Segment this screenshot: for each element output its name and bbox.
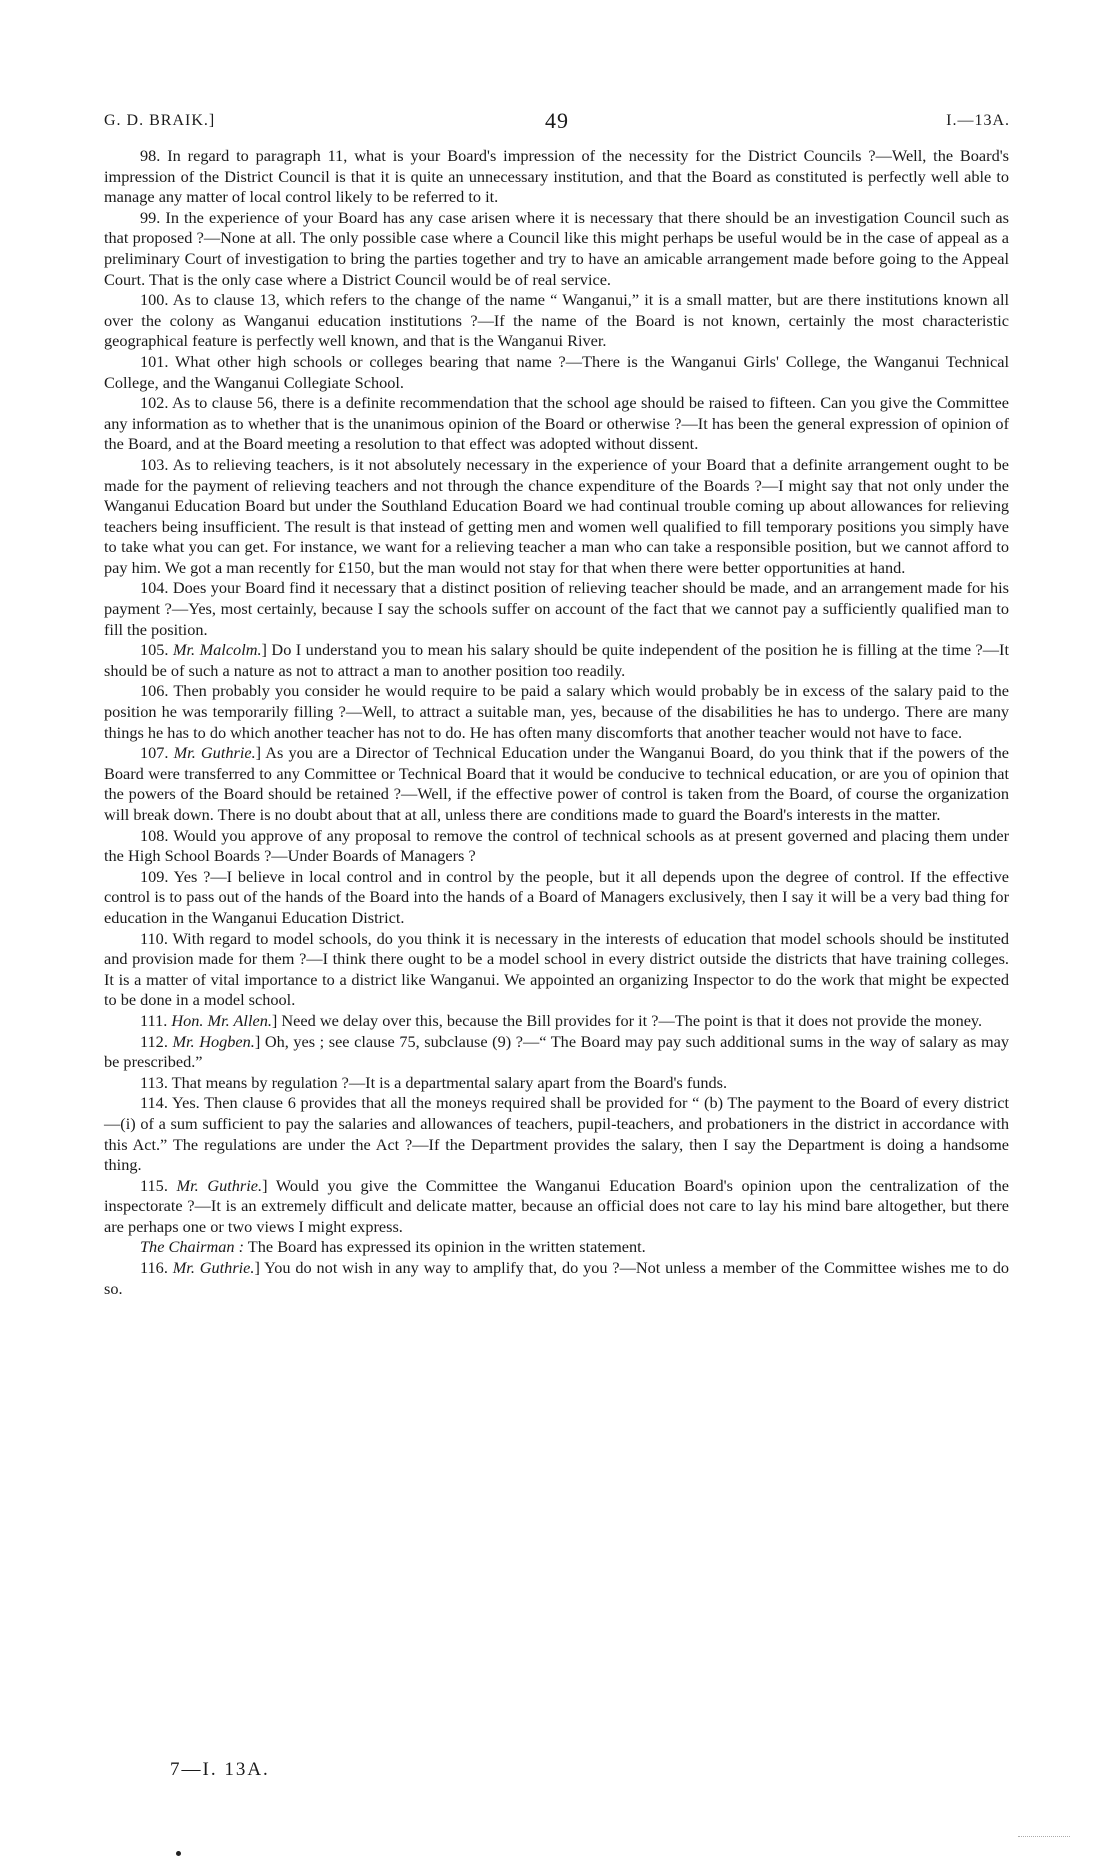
speaker-name: Mr. Malcolm. [172, 640, 262, 660]
speaker-name: Mr. Hogben. [172, 1031, 255, 1051]
paragraph-115: 115. Mr. Guthrie.] Would you give the Committee the Wanganui Education Board's opinion upon the centralization of the inspectorate ?—It is an extremely difficult and delicate matter, because an official does not care to lay his mind bare altogether, but there are perhaps one or two views I might express. [104, 1175, 1009, 1236]
paragraph-108: 108. Would you approve of any proposal to remove the control of technical schools as at present governed and placing them under the High School Boards ?—Under Boards of Managers ? [104, 825, 1009, 866]
minutes-body [104, 146, 1009, 1299]
paragraph-109: 109. Yes ?—I believe in local control and in control by the people, but it all depends upon the degree of control. If the effective control is to pass out of the hands of the Board into the hands of a Board of Managers exclusively, then I say it will be a very bad thing for education in the Wanganui Education District. [104, 866, 1009, 927]
paragraph-116: 116. Mr. Guthrie.] You do not wish in any way to amplify that, do you ?—Not unless a member of the Committee wishes me to do so. [104, 1258, 1010, 1298]
paragraph-105: 105. Mr. Malcolm.] Do I understand you to mean his salary should be quite independent of the position he is filling at the time ?—It should be of such a nature as not to attract a man to another position too readily. [104, 640, 1010, 680]
speaker-name: Hon. Mr. Allen. [171, 1010, 272, 1030]
paragraph-99: 99. In the experience of your Board has any case arisen where it is necessary that there should be an investigation Council such as that proposed ?—None at all. The only possible case where a Council like this might perhaps be useful would be in the case of appeal as a preliminary Court of investigation to bring the parties together and try to have an amicable arrangement made before going to the Appeal Court. That is the only case where a District Council would be of real service. [104, 207, 1009, 289]
paragraph-113: 113. That means by regulation ?—It is a departmental salary apart from the Board's funds. [140, 1072, 728, 1092]
paragraph-102: 102. As to clause 56, there is a definite recommendation that the school age should be raised to fifteen. Can you give the Committee any information as to whether that is the unanimous opinion of the Board or otherwise ?—It has been the general expression of opinion of the Board, and at the Board meeting a resolution to that effect was adopted without dissent. [104, 393, 1009, 454]
paragraph-110: 110. With regard to model schools, do you think it is necessary in the interests of education that model schools should be instituted and provision made for them ?—I think there ought to be a model school in every district outside the districts that have training colleges. It is a matter of vital importance to a district like Wanganui. We appointed an organizing Inspector to do the work that might be expected to be done in a model school. [104, 928, 1009, 1010]
scan-mark [1018, 1836, 1070, 1839]
paragraph-103: 103. As to relieving teachers, is it not absolutely necessary in the experience of your Board that a definite arrangement ought to be made for the payment of relieving teachers and not through the chance expenditure of the Boards ?—I might say that not only under the Wanganui Education Board but under the Southland Education Board we had continual trouble coming up about allowances for relieving teachers being insufficient. The result is that instead of getting men and women well qualified to fill temporary positions you simply have to take what you can get. For instance, we want for a relieving teacher a man who can take a responsible position, but we cannot afford to pay him. We got a man recently for £150, but the man would not stay for that when there were better opportunities at hand. [104, 454, 1009, 577]
page-header [104, 108, 1010, 132]
paragraph-114: 114. Yes. Then clause 6 provides that all the moneys required shall be provided for “ (b) The payment to the Board of every district—(i) of a sum sufficient to pay the salaries and allowances of teachers, pupil-teachers, and probationers in the district in accordance with this Act.” The regulations are under the Act ?—If the Department provides the salary, then I say the Department is doing a handsome thing. [104, 1093, 1009, 1175]
paragraph-chairman: The Chairman : The Board has expressed its opinion in the written statement. [140, 1237, 646, 1257]
printer-signature: 7—I. 13A. [170, 1759, 270, 1780]
paragraph-107: 107. Mr. Guthrie.] As you are a Director of Technical Education under the Wanganui Board, do you think that if the powers of the Board were transferred to any Committee or Technical Board that it would be conducive to technical education, or are you of opinion that the powers of the Board should be retained ?—Well, if the effective power of control is taken from the Board, of course the organization will break down. There is no doubt about that at all, unless there are conditions made to guard the Board's interests in the matter. [104, 743, 1010, 824]
speaker-name: Mr. Guthrie. [172, 1258, 255, 1278]
header-reference: I.—13A. [946, 112, 1010, 129]
paragraph-106: 106. Then probably you consider he would require to be paid a salary which would probably be in excess of the salary paid to the position he was temporarily filling ?—Well, to attract a suitable man, yes, because of the disabilities he has to undergo. There are many things he has to do which another teacher has not to do. He has often many discomforts that another teacher would not have to face. [104, 681, 1009, 742]
paragraph-98: 98. In regard to paragraph 11, what is your Board's impression of the necessity for the District Councils ?—Well, the Board's impression of the District Council is that it is quite an unnecessary institution, and that the Board as constituted is perfectly well able to manage any matter of local control likely to be referred to it. [104, 146, 1009, 207]
speaker-name: Mr. Guthrie. [176, 1175, 263, 1195]
page-number: 49 [545, 108, 569, 133]
header-witness: G. D. BRAIK.] [104, 112, 216, 129]
paragraph-101: 101. What other high schools or colleges bearing that name ?—There is the Wanganui Girls' College, the Wanganui Technical College, and the Wanganui Collegiate School. [104, 351, 1009, 392]
paragraph-100: 100. As to clause 13, which refers to the change of the name “ Wanganui,” it is a small matter, but are there institutions known all over the colony as Wanganui education institutions ?—If the name of the Board is not known, certainly the most characteristic geographical feature is perfectly well known, and that is the Wanganui River. [104, 290, 1009, 351]
paragraph-111: 111. Hon. Mr. Allen.] Need we delay over this, because the Bill provides for it ?—The point is that it does not provide the money. [140, 1010, 983, 1030]
speaker-name: Mr. Guthrie. [173, 743, 256, 763]
speaker-name: The Chairman : [140, 1237, 245, 1257]
paragraph-104: 104. Does your Board find it necessary that a distinct position of relieving teacher should be made, and an arrangement made for his payment ?—Yes, most certainly, because I say the schools suffer on account of the fact that we cannot pay a sufficiently qualified man to fill the position. [104, 578, 1009, 639]
ink-dot [176, 1851, 181, 1856]
paragraph-112: 112. Mr. Hogben.] Oh, yes ; see clause 75, subclause (9) ?—“ The Board may pay such additional sums in the way of salary as may be prescribed.” [104, 1031, 1009, 1072]
